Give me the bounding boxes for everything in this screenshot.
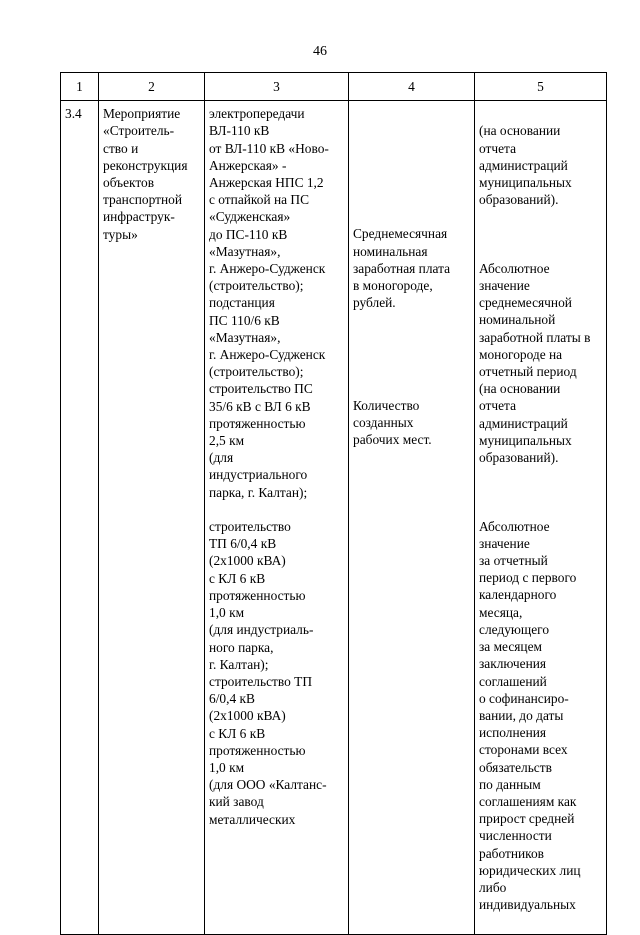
header-cell-4: 4	[349, 73, 475, 101]
header-cell-5: 5	[475, 73, 607, 101]
table-header-row	[61, 73, 607, 101]
description-cell: электропередачи ВЛ-110 кВ от ВЛ-110 кВ «Ново- Анжерская» - Анжерская НПС 1,2 с отпайкой на ПС «Судженская» до ПС-110 кВ «Мазутная», г. Анжеро-Судженск (строительство); подстанция ПС 110/6 кВ «Мазутная», г. Анжеро-Судженск (строительство); строительство ПС 35/6 кВ с ВЛ 6 кВ протяженностью 2,5 км (для индустриального парка, г. Калтан); строительство ТП 6/0,4 кВ (2х1000 кВА) с КЛ 6 кВ протяженностью 1,0 км (для индустриаль- ного парка, г. Калтан); строительство ТП 6/0,4 кВ (2х1000 кВА) с КЛ 6 кВ протяженностью 1,0 км (для ООО «Калтанс- кий завод металлических	[205, 101, 349, 934]
measure-cell: Мероприятие «Строитель- ство и реконструкция объектов транспортной инфраструк- туры»	[99, 101, 205, 934]
method-source-note: (на основании отчета администраций муниципальных образований).	[479, 123, 572, 208]
header-cell-1: 1	[61, 73, 99, 101]
header-cell-3: 3	[205, 73, 349, 101]
row-number: 3.4	[61, 101, 99, 934]
indicator-wage: Среднемесячная номинальная заработная плата в моногороде, рублей.	[353, 226, 451, 311]
header-cell-2: 2	[99, 73, 205, 101]
method-cell	[475, 101, 607, 934]
method-wage: Абсолютное значение среднемесячной номинальной заработной платы в моногороде на отчетный период (на основании отчета администраций муниципальных образований).	[479, 260, 591, 466]
page-number: 46	[313, 44, 327, 59]
method-jobs: Абсолютное значение за отчетный период с первого календарного месяца, следующего за месяцем заключения соглашений о софинансиро- вании, до даты исполнения сторонами всех обязательств по данным соглашениям как прирост средней численности работников юридических лиц либо индивидуальных	[479, 518, 581, 913]
indicators-table	[60, 72, 607, 935]
table-row	[61, 101, 607, 934]
indicator-jobs: Количество созданных рабочих мест.	[353, 397, 432, 448]
indicator-cell	[349, 101, 475, 934]
